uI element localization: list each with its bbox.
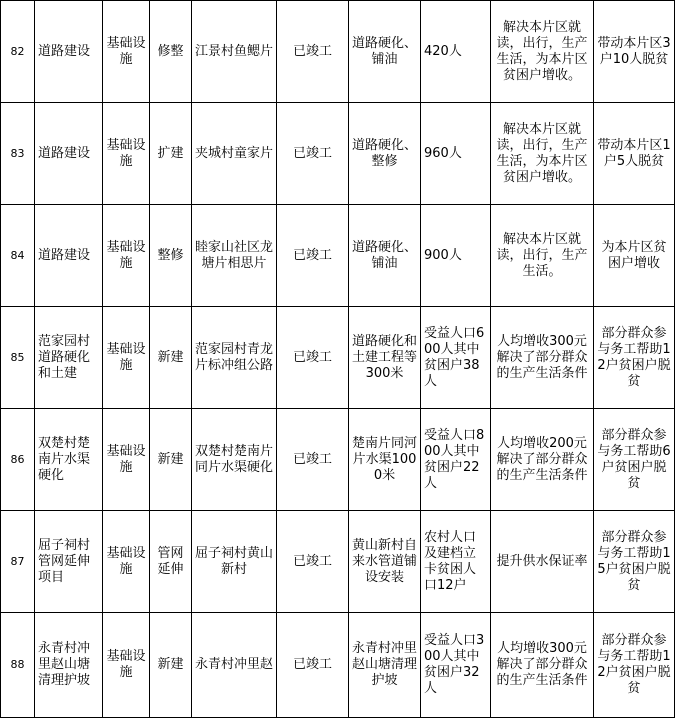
table-row xyxy=(1,1,675,103)
project-location-cell: 江景村鱼鳃片 xyxy=(192,1,277,103)
row-number-cell: 83 xyxy=(1,103,35,205)
row-number-cell: 86 xyxy=(1,409,35,511)
beneficiaries-cell: 420人 xyxy=(421,1,491,103)
project-category-cell: 基础设施 xyxy=(103,409,150,511)
project-category-cell: 基础设施 xyxy=(103,511,150,613)
project-name-cell: 屈子祠村管网延伸项目 xyxy=(35,511,103,613)
row-number-cell: 84 xyxy=(1,205,35,307)
project-name-cell: 范家园村道路硬化和土建 xyxy=(35,307,103,409)
beneficiaries-cell: 农村人口及建档立卡贫困人口12户 xyxy=(421,511,491,613)
poverty-relief-cell: 带动本片区1户5人脱贫 xyxy=(594,103,675,205)
row-number-cell: 87 xyxy=(1,511,35,613)
project-name-cell: 道路建设 xyxy=(35,205,103,307)
beneficiaries-cell: 受益人口800人其中贫困户22人 xyxy=(421,409,491,511)
poverty-relief-cell: 为本片区贫困户增收 xyxy=(594,205,675,307)
row-number-cell: 82 xyxy=(1,1,35,103)
table-row xyxy=(1,307,675,409)
project-category-cell: 基础设施 xyxy=(103,613,150,718)
benefit-effect-cell: 解决本片区就读，出行，生产生活，为本片区贫困户增收。 xyxy=(491,103,594,205)
construction-content-cell: 黄山新村自来水管道铺设安装 xyxy=(349,511,421,613)
construction-type-cell: 新建 xyxy=(150,613,192,718)
row-number-cell: 88 xyxy=(1,613,35,718)
project-name-cell: 双楚村楚南片水渠硬化 xyxy=(35,409,103,511)
project-category-cell: 基础设施 xyxy=(103,307,150,409)
table-row xyxy=(1,511,675,613)
beneficiaries-cell: 受益人口300人其中贫困户32人 xyxy=(421,613,491,718)
benefit-effect-cell: 人均增收200元解决了部分群众的生产生活条件 xyxy=(491,409,594,511)
project-location-cell: 双楚村楚南片同片水渠硬化 xyxy=(192,409,277,511)
beneficiaries-cell: 受益人口600人其中贫困户38人 xyxy=(421,307,491,409)
project-status-cell: 已竣工 xyxy=(277,307,349,409)
construction-content-cell: 永青村冲里赵山塘清理护坡 xyxy=(349,613,421,718)
project-category-cell: 基础设施 xyxy=(103,103,150,205)
project-category-cell: 基础设施 xyxy=(103,1,150,103)
project-name-cell: 道路建设 xyxy=(35,103,103,205)
poverty-relief-cell: 部分群众参与务工帮助15户贫困户脱贫 xyxy=(594,511,675,613)
benefit-effect-cell: 人均增收300元解决了部分群众的生产生活条件 xyxy=(491,613,594,718)
construction-content-cell: 楚南片同河片水渠1000米 xyxy=(349,409,421,511)
table-row xyxy=(1,103,675,205)
project-name-cell: 永青村冲里赵山塘清理护坡 xyxy=(35,613,103,718)
project-status-cell: 已竣工 xyxy=(277,1,349,103)
project-status-cell: 已竣工 xyxy=(277,613,349,718)
project-status-cell: 已竣工 xyxy=(277,205,349,307)
project-status-cell: 已竣工 xyxy=(277,409,349,511)
beneficiaries-cell: 960人 xyxy=(421,103,491,205)
construction-content-cell: 道路硬化和土建工程等300米 xyxy=(349,307,421,409)
construction-type-cell: 新建 xyxy=(150,307,192,409)
construction-type-cell: 整修 xyxy=(150,205,192,307)
construction-content-cell: 道路硬化、铺油 xyxy=(349,205,421,307)
benefit-effect-cell: 人均增收300元解决了部分群众的生产生活条件 xyxy=(491,307,594,409)
benefit-effect-cell: 提升供水保证率 xyxy=(491,511,594,613)
table-row xyxy=(1,613,675,718)
project-location-cell: 屈子祠村黄山新村 xyxy=(192,511,277,613)
construction-content-cell: 道路硬化、整修 xyxy=(349,103,421,205)
construction-content-cell: 道路硬化、铺油 xyxy=(349,1,421,103)
project-location-cell: 夹城村童家片 xyxy=(192,103,277,205)
benefit-effect-cell: 解决本片区就读，出行，生产生活。 xyxy=(491,205,594,307)
project-status-cell: 已竣工 xyxy=(277,103,349,205)
construction-type-cell: 新建 xyxy=(150,409,192,511)
project-location-cell: 永青村冲里赵 xyxy=(192,613,277,718)
poverty-relief-cell: 部分群众参与务工帮助12户贫困户脱贫 xyxy=(594,613,675,718)
construction-type-cell: 扩建 xyxy=(150,103,192,205)
poverty-relief-cell: 带动本片区3户10人脱贫 xyxy=(594,1,675,103)
construction-type-cell: 管网延伸 xyxy=(150,511,192,613)
project-name-cell: 道路建设 xyxy=(35,1,103,103)
construction-type-cell: 修整 xyxy=(150,1,192,103)
poverty-relief-cell: 部分群众参与务工帮助6户贫困户脱贫 xyxy=(594,409,675,511)
project-status-cell: 已竣工 xyxy=(277,511,349,613)
table-row xyxy=(1,205,675,307)
beneficiaries-cell: 900人 xyxy=(421,205,491,307)
project-location-cell: 范家园村青龙片标冲组公路 xyxy=(192,307,277,409)
table-row xyxy=(1,409,675,511)
table-body xyxy=(1,1,675,718)
poverty-relief-cell: 部分群众参与务工帮助12户贫困户脱贫 xyxy=(594,307,675,409)
project-category-cell: 基础设施 xyxy=(103,205,150,307)
benefit-effect-cell: 解决本片区就读，出行，生产生活，为本片区贫困户增收。 xyxy=(491,1,594,103)
project-location-cell: 睦家山社区龙塘片相思片 xyxy=(192,205,277,307)
row-number-cell: 85 xyxy=(1,307,35,409)
